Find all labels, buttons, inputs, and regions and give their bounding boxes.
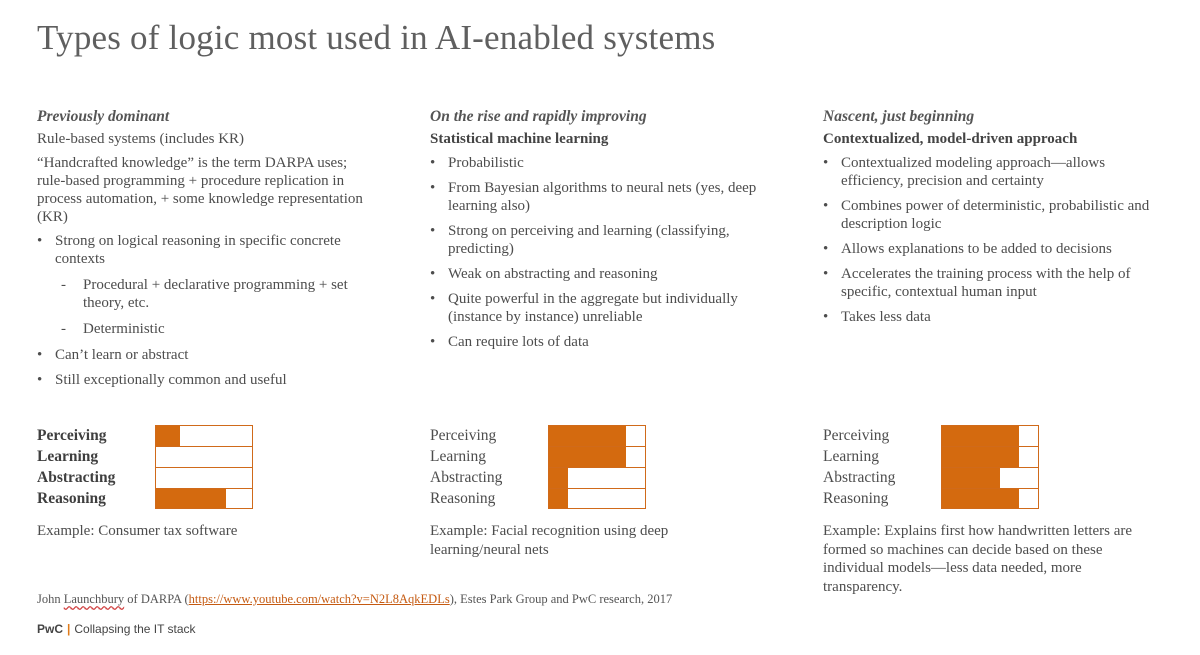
column-kicker: Previously dominant xyxy=(37,108,170,125)
bullet-item: • Still exceptionally common and useful xyxy=(37,371,377,389)
meter-row xyxy=(823,446,1039,467)
meter-row xyxy=(430,467,646,488)
column-heading: Contextualized, model-driven approach xyxy=(823,131,1078,147)
footer-separator: | xyxy=(67,622,71,636)
meter-bar xyxy=(941,467,1039,488)
meter-row xyxy=(37,467,253,488)
meter-bar xyxy=(941,446,1039,467)
footer xyxy=(37,622,196,636)
sub-bullet-list xyxy=(55,276,377,338)
bullet-item: • From Bayesian algorithms to neural nets (yes, deep learning also) xyxy=(430,179,770,215)
column-statistical-ml xyxy=(430,108,770,358)
footer-text: Collapsing the IT stack xyxy=(74,622,196,636)
bullet-text: Strong on logical reasoning in specific concrete contexts xyxy=(55,233,341,267)
example-text: Example: Facial recognition using deep learning/neural nets xyxy=(430,523,669,558)
bullet-item: • Quite powerful in the aggregate but individually (instance by instance) unreliable xyxy=(430,290,770,326)
meter-fill xyxy=(549,489,568,508)
bullet-item: • Weak on abstracting and reasoning xyxy=(430,265,770,283)
source-post: ), Estes Park Group and PwC research, 2017 xyxy=(449,592,673,606)
meter-fill xyxy=(942,447,1019,467)
example-text: Example: Explains first how handwritten letters are formed so machines can decide based on these individual models—less data needed, more transparency. xyxy=(823,523,1133,595)
meter-fill xyxy=(156,489,226,508)
meter-row xyxy=(37,446,253,467)
meter-bar xyxy=(155,425,253,446)
meter-label: Abstracting xyxy=(37,468,116,486)
source-pre: of DARPA ( xyxy=(124,592,189,606)
bullet-item: • Combines power of deterministic, probabilistic and description logic xyxy=(823,197,1168,233)
bullet-item: • Takes less data xyxy=(823,308,1168,326)
source-citation xyxy=(37,592,672,607)
meter-label: Perceiving xyxy=(37,426,107,444)
column-intro: “Handcrafted knowledge” is the term DARPA uses; rule-based programming + procedure replication in process automation, + some knowledge representation (KR) xyxy=(37,155,363,225)
meter-fill xyxy=(156,426,180,446)
meter-fill xyxy=(942,426,1019,446)
meter-bar xyxy=(941,425,1039,446)
meter-bar xyxy=(155,467,253,488)
bullet-item xyxy=(37,232,377,338)
bullet-list xyxy=(823,154,1168,326)
bullet-item: • Accelerates the training process with the help of specific, contextual human input xyxy=(823,265,1168,301)
footer-brand: PwC xyxy=(37,622,64,636)
column-contextual-model xyxy=(823,108,1168,333)
meter-bar xyxy=(941,488,1039,509)
meter-bar xyxy=(548,488,646,509)
meter-label: Reasoning xyxy=(430,489,496,507)
bullet-list xyxy=(37,232,377,389)
source-name-first: John xyxy=(37,592,64,606)
meter-fill xyxy=(549,447,626,467)
bullet-item: • Can’t learn or abstract xyxy=(37,346,377,364)
meter-fill xyxy=(549,468,568,488)
meter-label: Perceiving xyxy=(823,426,890,444)
meter-bar xyxy=(548,425,646,446)
meter-row xyxy=(37,488,253,509)
meter-label: Abstracting xyxy=(430,468,503,486)
source-link[interactable]: https://www.youtube.com/watch?v=N2L8AqkEDLs xyxy=(188,592,450,606)
meter-bar xyxy=(155,446,253,467)
bullet-item: • Strong on perceiving and learning (classifying, predicting) xyxy=(430,222,770,258)
meter-fill xyxy=(942,468,1000,488)
column-rule-based xyxy=(37,108,377,396)
example-text: Example: Consumer tax software xyxy=(37,523,238,539)
meter-row xyxy=(430,446,646,467)
bullet-item: • Allows explanations to be added to decisions xyxy=(823,240,1168,258)
meter-row xyxy=(823,467,1039,488)
bullet-item: • Can require lots of data xyxy=(430,333,770,351)
source-name-last: Launchbury xyxy=(63,592,125,606)
sub-bullet-item: - Deterministic xyxy=(55,320,377,338)
meter-label: Reasoning xyxy=(37,489,106,507)
capability-meter-contextual-model xyxy=(823,425,1039,509)
meter-label: Learning xyxy=(37,447,99,465)
column-heading: Statistical machine learning xyxy=(430,131,609,147)
meter-row xyxy=(430,488,646,509)
meter-row xyxy=(430,425,646,446)
meter-label: Perceiving xyxy=(430,426,497,444)
meter-fill xyxy=(942,489,1019,508)
meter-bar xyxy=(548,467,646,488)
meter-label: Reasoning xyxy=(823,489,889,507)
column-kicker: Nascent, just beginning xyxy=(823,108,975,125)
meter-row xyxy=(823,488,1039,509)
column-heading: Rule-based systems (includes KR) xyxy=(37,131,245,147)
meter-row xyxy=(823,425,1039,446)
meter-label: Learning xyxy=(430,447,486,465)
meter-bar xyxy=(155,488,253,509)
meter-label: Learning xyxy=(823,447,879,465)
bullet-list xyxy=(430,154,770,351)
capability-meter-statistical-ml xyxy=(430,425,646,509)
sub-bullet-item: - Procedural + declarative programming + set theory, etc. xyxy=(55,276,377,312)
meter-fill xyxy=(549,426,626,446)
meter-row xyxy=(37,425,253,446)
bullet-item: • Probabilistic xyxy=(430,154,770,172)
meter-label: Abstracting xyxy=(823,468,896,486)
bullet-item: • Contextualized modeling approach—allows efficiency, precision and certainty xyxy=(823,154,1168,190)
slide-title: Types of logic most used in AI-enabled systems xyxy=(37,18,716,57)
capability-meter-rule-based xyxy=(37,425,253,509)
column-kicker: On the rise and rapidly improving xyxy=(430,108,647,125)
meter-bar xyxy=(548,446,646,467)
